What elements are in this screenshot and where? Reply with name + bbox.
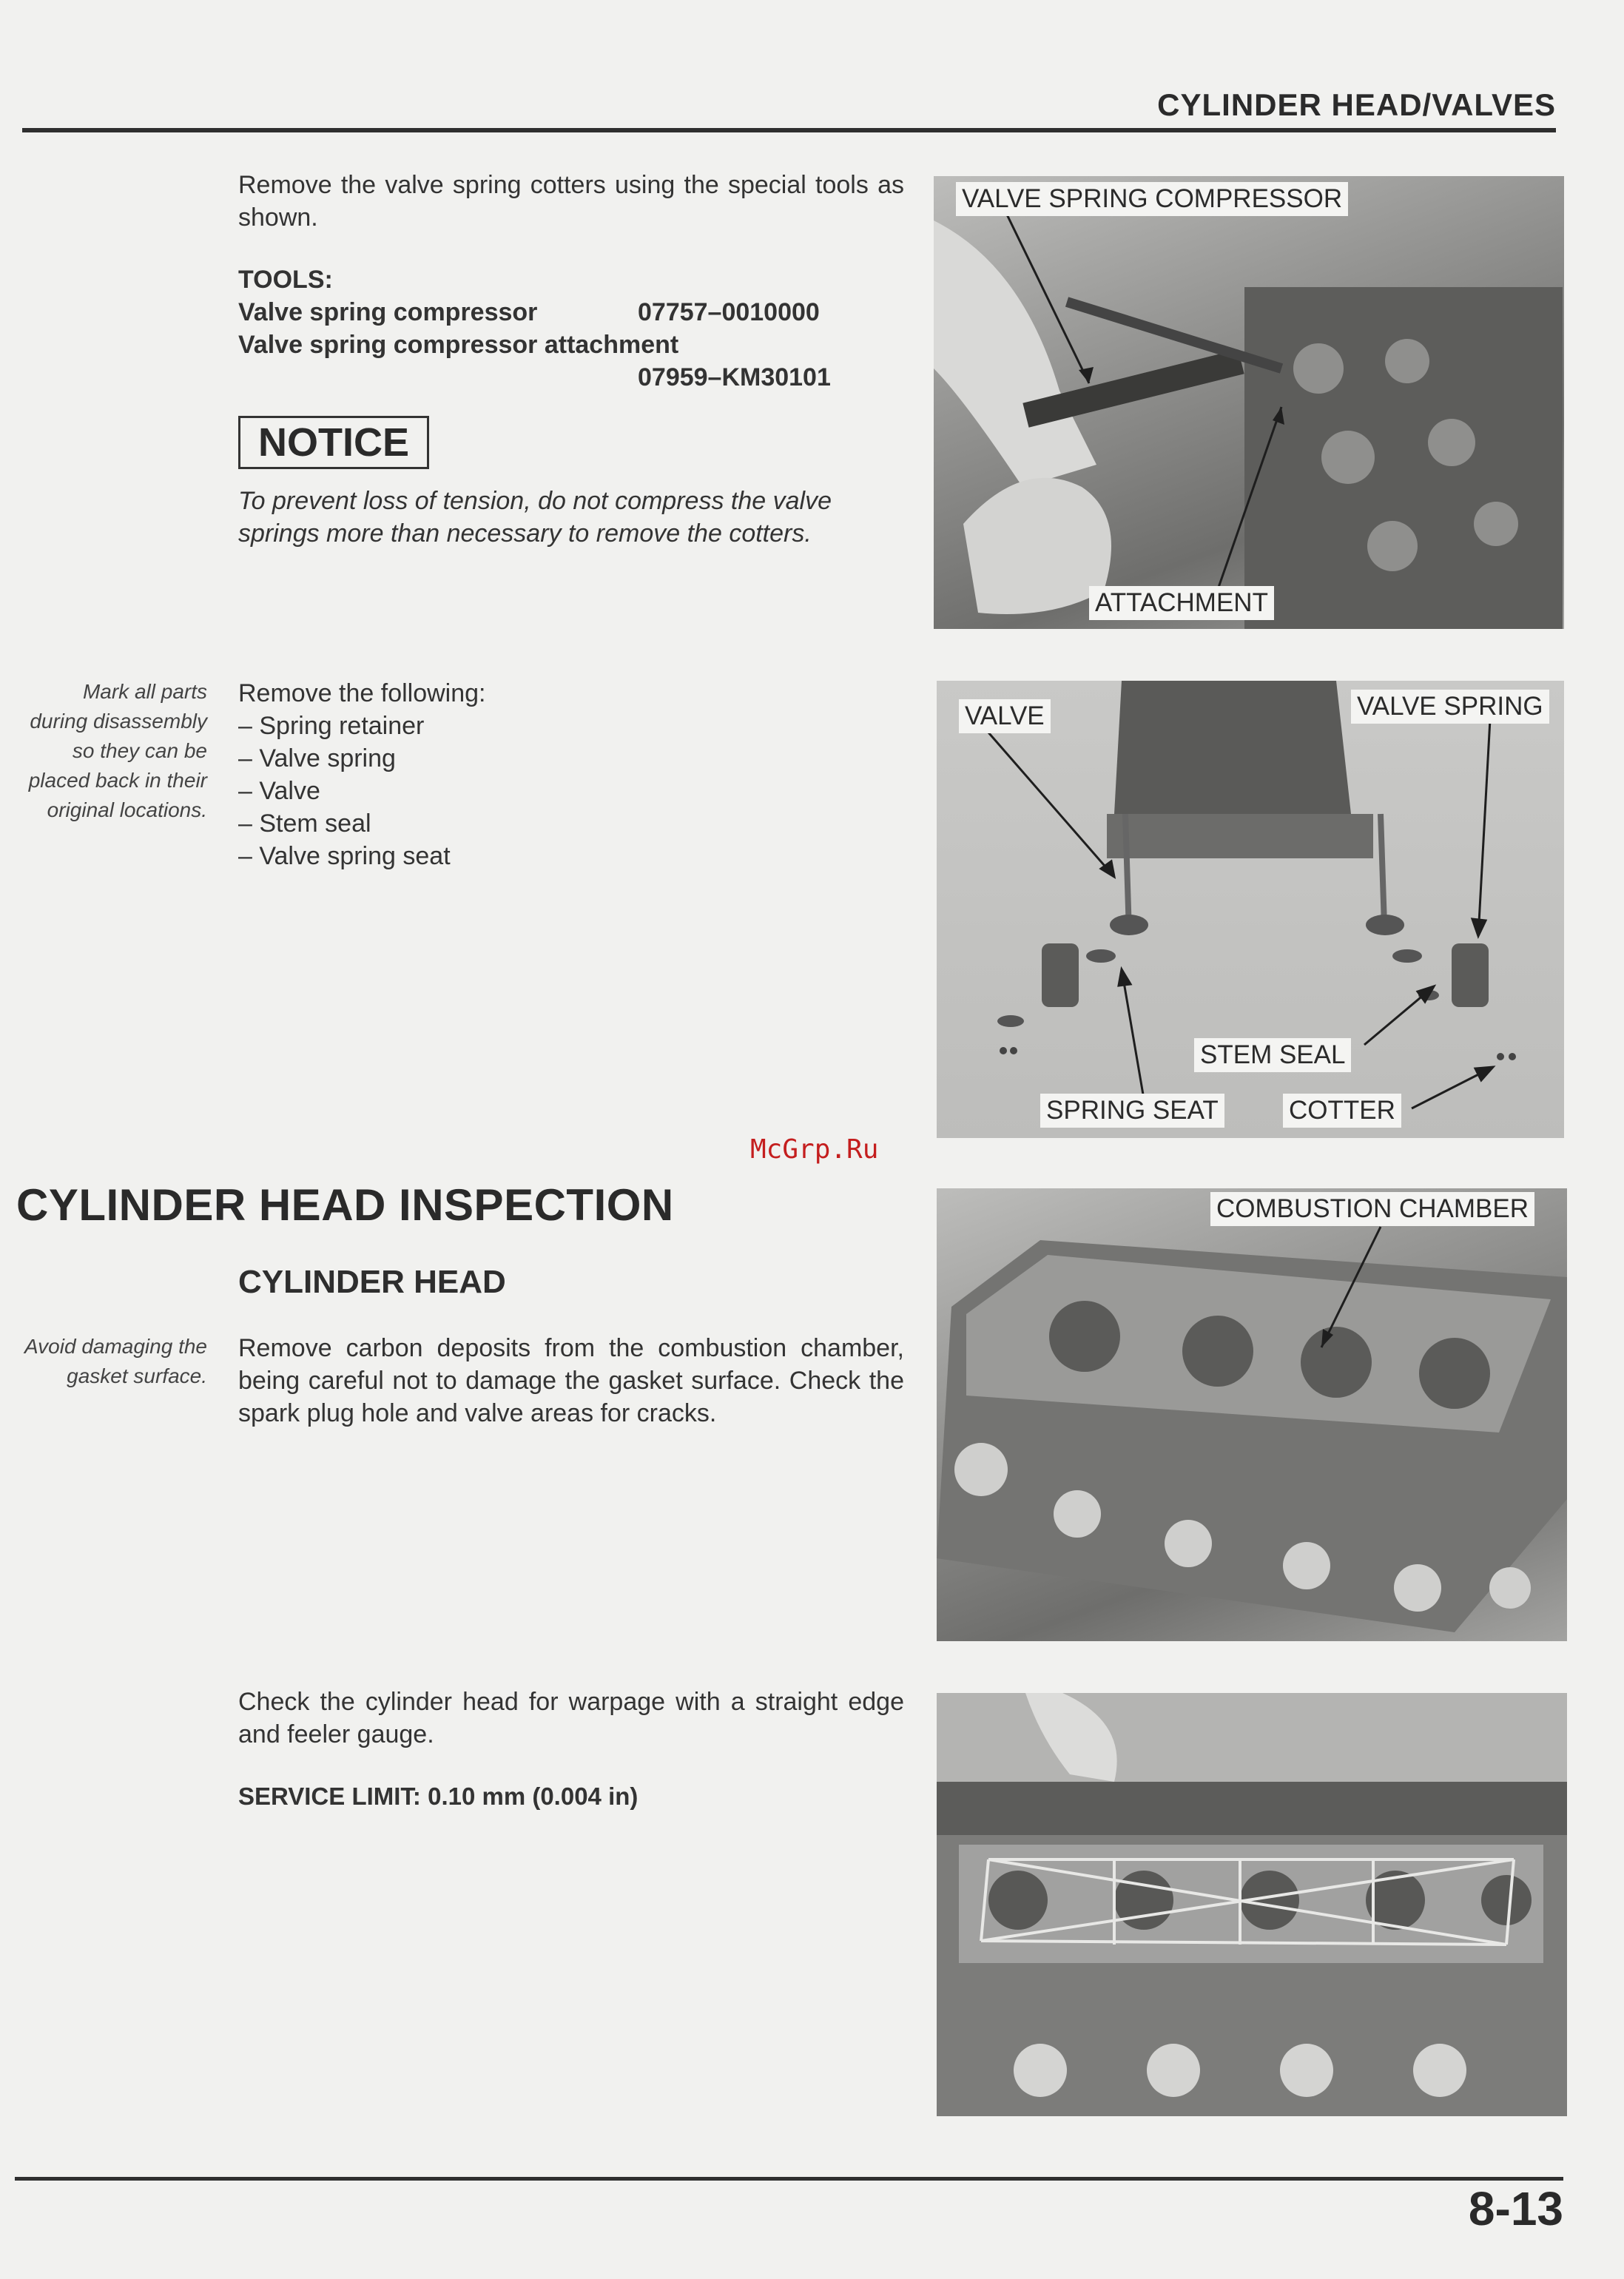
label-valve-spring-compressor: VALVE SPRING COMPRESSOR — [956, 182, 1348, 216]
label-valve: VALVE — [959, 699, 1051, 733]
label-cotter: COTTER — [1283, 1094, 1401, 1128]
remove-following-list — [238, 677, 486, 872]
intro-text: Remove the valve spring cotters using the special tools as shown. — [238, 171, 904, 232]
label-attachment: ATTACHMENT — [1089, 586, 1274, 620]
photo4-drawing — [937, 1693, 1567, 2116]
warpage-text: Check the cylinder head for warpage with a straight edge and feeler gauge. — [238, 1688, 904, 1748]
notice-label: NOTICE — [238, 416, 429, 469]
photo1-drawing — [934, 176, 1564, 629]
valve-spring-compressor-photo — [934, 176, 1564, 629]
margin-note-mark-parts: Mark all parts during disassembly so they can be placed back in their original locations. — [28, 680, 207, 821]
header-rule — [22, 128, 1556, 132]
section-title: CYLINDER HEAD INSPECTION — [16, 1180, 674, 1230]
page-number: 8-13 — [1468, 2182, 1563, 2235]
photo3-drawing — [937, 1188, 1567, 1641]
combustion-chamber-photo — [937, 1188, 1567, 1641]
label-combustion-chamber: COMBUSTION CHAMBER — [1210, 1192, 1534, 1226]
notice-text: To prevent loss of tension, do not compress the valve springs more than necessary to remove the cotters. — [238, 487, 832, 548]
footer-rule — [15, 2177, 1563, 2181]
tool1-code: 07757–0010000 — [638, 298, 820, 326]
tools-heading: TOOLS: — [238, 266, 333, 294]
list-item: – Stem seal — [238, 809, 371, 838]
tool1-name: Valve spring compressor — [238, 298, 538, 326]
label-stem-seal: STEM SEAL — [1194, 1038, 1351, 1072]
label-valve-spring: VALVE SPRING — [1351, 690, 1549, 724]
list-item: – Spring retainer — [238, 712, 425, 740]
margin-note-gasket: Avoid damaging the gasket surface. — [24, 1335, 207, 1387]
valve-components-photo — [937, 681, 1564, 1138]
tool2-name: Valve spring compressor attachment — [238, 331, 679, 359]
inspection-text: Remove carbon deposits from the combustion chamber, being careful not to damage the gasket surface. Check the spark plug hole and valve areas for cracks. — [238, 1334, 904, 1427]
list-item: – Valve spring — [238, 744, 396, 772]
list-intro: Remove the following: — [238, 679, 486, 707]
section-subtitle: CYLINDER HEAD — [238, 1264, 506, 1300]
warpage-check-photo — [937, 1693, 1567, 2116]
service-limit: SERVICE LIMIT: 0.10 mm (0.004 in) — [238, 1783, 639, 1810]
tool2-code: 07959–KM30101 — [638, 363, 831, 391]
header-title: CYLINDER HEAD/VALVES — [1157, 87, 1556, 122]
label-spring-seat: SPRING SEAT — [1040, 1094, 1224, 1128]
list-item: – Valve — [238, 777, 320, 805]
watermark: McGrp.Ru — [750, 1134, 879, 1165]
list-item: – Valve spring seat — [238, 842, 451, 870]
